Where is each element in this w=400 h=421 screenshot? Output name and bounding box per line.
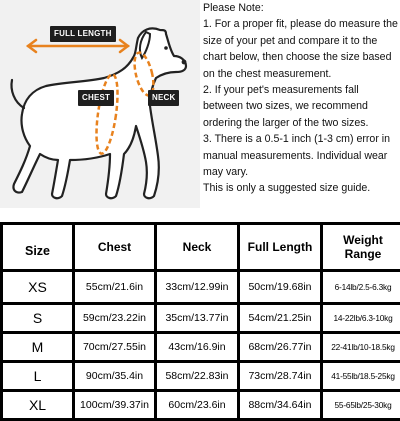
size-chart [0,222,400,413]
table-row [3,363,400,392]
row-size: M [3,334,75,363]
row-length: 68cm/26.77in [240,334,323,363]
header-weight-line2: Range [344,247,382,261]
header-neck: Neck [157,225,240,272]
chest-label: CHEST [78,90,114,106]
dog-measurement-illustration [0,0,200,208]
note-footer: This is only a suggested size guide. [203,182,371,195]
row-length: 54cm/21.25in [240,305,323,334]
row-weight: 6-14lb/2.5-6.3kg [323,272,400,305]
row-weight: 22-41lb/10-18.5kg [323,334,400,363]
note-point-1: 1. For a proper fit, please do measure the size of your pet and compare it to the chart below, then choose the size based on the chest measurement. [203,18,398,80]
note-point-2: 2. If your pet's measurements fall between two sizes, we recommend ordering the larger of the two sizes. [203,84,369,129]
row-neck: 35cm/13.77in [157,305,240,334]
header-size: Size [3,225,75,272]
row-size: XL [3,392,75,421]
row-size: XS [3,272,75,305]
row-neck: 43cm/16.9in [157,334,240,363]
table-row [3,305,400,334]
row-chest: 90cm/35.4in [75,363,157,392]
row-weight: 41-55lb/18.5-25kg [323,363,400,392]
row-weight: 14-22lb/6.3-10kg [323,305,400,334]
row-length: 50cm/19.68in [240,272,323,305]
neck-label: NECK [148,90,179,106]
note-point-3: 3. There is a 0.5-1 inch (1-3 cm) error in manual measurements. Individual wear may vary. [203,133,391,179]
header-weight-range [323,225,400,272]
row-length: 73cm/28.74in [240,363,323,392]
row-chest: 59cm/23.22in [75,305,157,334]
row-chest: 70cm/27.55in [75,334,157,363]
table-header-row [3,225,400,272]
table-row [3,392,400,421]
row-chest: 55cm/21.6in [75,272,157,305]
row-size: S [3,305,75,334]
table-row [3,334,400,363]
row-neck: 60cm/23.6in [157,392,240,421]
size-table [0,222,400,421]
full-length-label: FULL LENGTH [50,26,116,42]
table-row [3,272,400,305]
header-full-length: Full Length [240,225,323,272]
header-weight-line1: Weight [343,233,383,247]
please-note [203,0,399,197]
row-length: 88cm/34.64in [240,392,323,421]
note-title: Please Note: [203,2,264,14]
row-size: L [3,363,75,392]
row-neck: 33cm/12.99in [157,272,240,305]
row-neck: 58cm/22.83in [157,363,240,392]
row-chest: 100cm/39.37in [75,392,157,421]
header-chest: Chest [75,225,157,272]
row-weight: 55-65lb/25-30kg [323,392,400,421]
